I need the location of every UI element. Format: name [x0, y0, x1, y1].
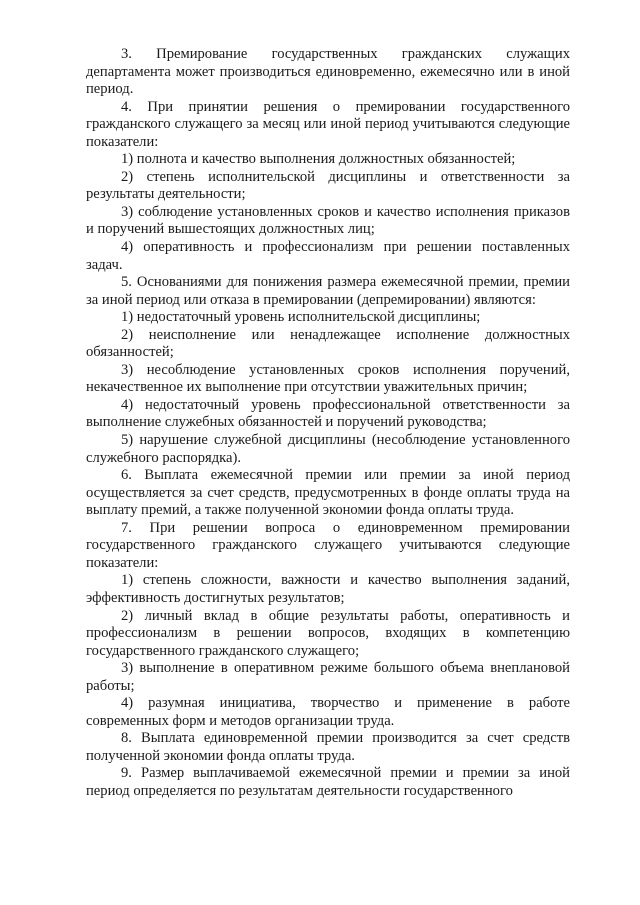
paragraph-8: 8. Выплата единовременной премии производится за счет средств полученной экономии фонда оплаты труда. [86, 730, 570, 764]
document-body [86, 46, 570, 801]
paragraph-5-item-2: 2) неисполнение или ненадлежащее исполнение должностных обязанностей; [86, 326, 570, 361]
paragraph-5-item-5: 5) нарушение служебной дисциплины (несоблюдение установленного служебного распорядка). [86, 432, 570, 466]
paragraph-7-item-1: 1) степень сложности, важности и качество выполнения заданий, эффективность достигнутых результатов; [86, 572, 570, 606]
paragraph-5-item-1: 1) недостаточный уровень исполнительской дисциплины; [121, 309, 481, 326]
paragraph-7: 7. При решении вопроса о единовременном премировании государственного гражданского служащего учитываются следующие показатели: [86, 519, 570, 571]
paragraph-5-item-3: 3) несоблюдение установленных сроков исполнения поручений, некачественное их выполнение при отсутствии уважительных причин; [86, 361, 570, 396]
paragraph-5: 5. Основаниями для понижения размера ежемесячной премии, премии за иной период или отказа в премировании (депремировании) являются: [86, 274, 570, 308]
paragraph-7-item-2: 2) личный вклад в общие результаты работы, оперативность и профессионализм в решении вопросов, входящих в компетенцию государственного гражданского служащего; [86, 607, 570, 659]
paragraph-4: 4. При принятии решения о премировании государственного гражданского служащего за месяц или иной период учитываются следующие показатели: [86, 98, 570, 150]
paragraph-7-item-4: 4) разумная инициатива, творчество и применение в работе современных форм и методов организации труда. [86, 695, 570, 729]
paragraph-3: 3. Премирование государственных гражданских служащих департамента может производиться единовременно, ежемесячно или в иной период. [86, 46, 570, 98]
paragraph-4-item-4: 4) оперативность и профессионализм при решении поставленных задач. [86, 239, 570, 273]
paragraph-7-item-3: 3) выполнение в оперативном режиме большого объема внеплановой работы; [86, 660, 570, 694]
paragraph-5-item-4: 4) недостаточный уровень профессиональной ответственности за выполнение служебных обязанностей и поручений руководства; [86, 396, 570, 431]
paragraph-9: 9. Размер выплачиваемой ежемесячной премии и премии за иной период определяется по результатам деятельности государственного [86, 765, 570, 799]
paragraph-4-item-3: 3) соблюдение установленных сроков и качество исполнения приказов и поручений вышестоящих должностных лиц; [86, 203, 570, 238]
paragraph-6: 6. Выплата ежемесячной премии или премии за иной период осуществляется за счет средств, предусмотренных в фонде оплаты труда на выплату премий, а также полученной экономии фонда оплаты труда. [86, 467, 570, 519]
paragraph-4-item-1: 1) полнота и качество выполнения должностных обязанностей; [121, 151, 516, 168]
paragraph-4-item-2: 2) степень исполнительской дисциплины и ответственности за результаты деятельности; [86, 168, 570, 203]
